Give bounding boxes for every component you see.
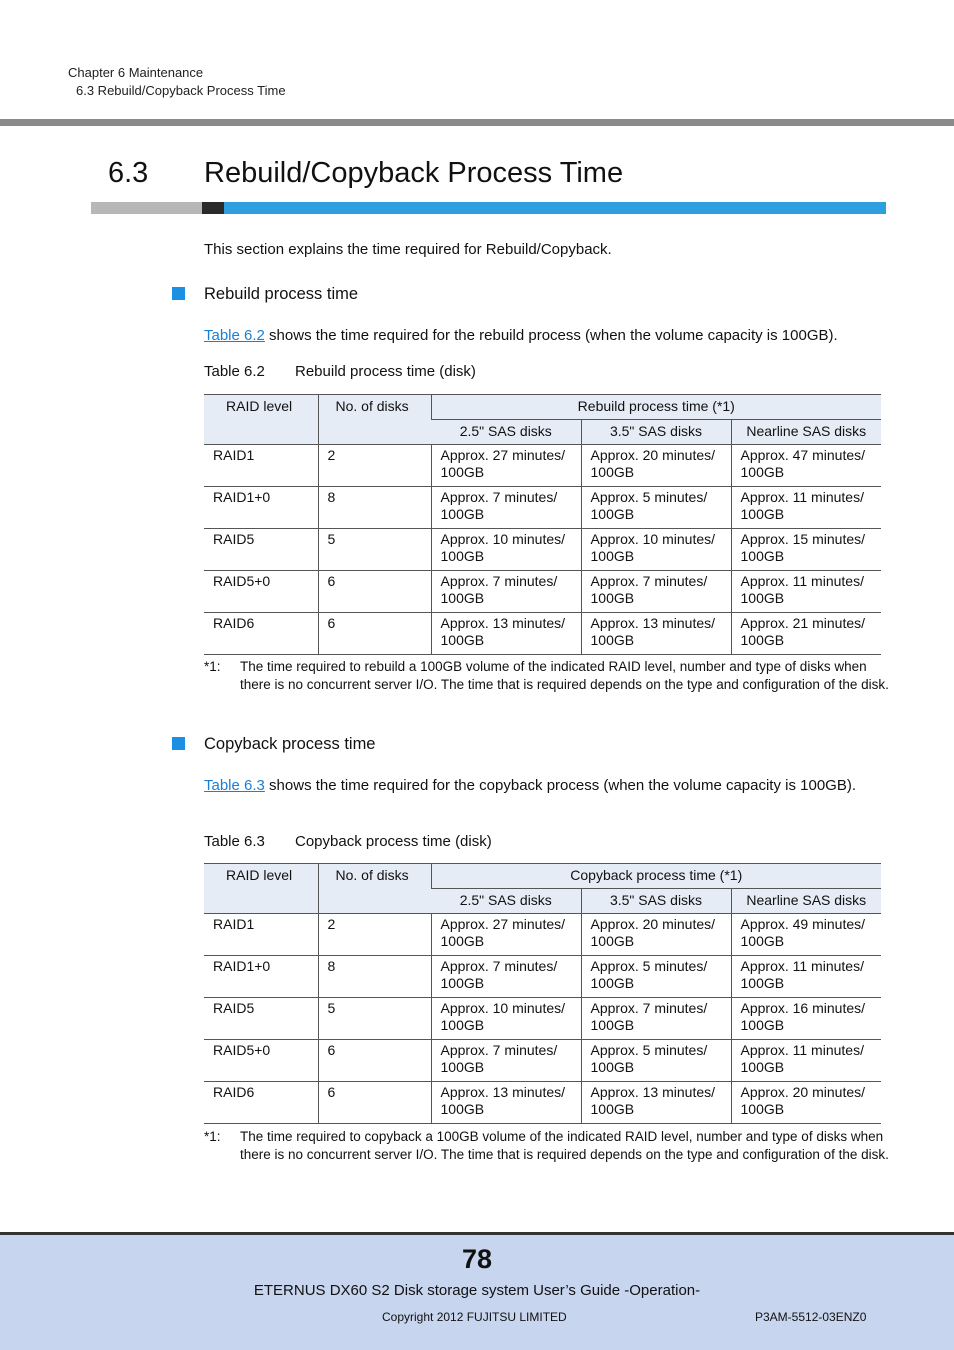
section-title: Rebuild/Copyback Process Time [204, 157, 624, 189]
copyback-paragraph-text: shows the time required for the copyback process (when the volume capacity is 100GB). [264, 777, 857, 794]
table-row [204, 914, 881, 956]
table-cell: RAID5 [204, 529, 318, 571]
table-row [204, 613, 881, 655]
caption-label: Table 6.3 [204, 833, 265, 850]
header-35-sas: 3.5" SAS disks [581, 420, 731, 445]
copyback-heading [172, 735, 376, 754]
document-code: P3AM-5512-03ENZ0 [755, 1310, 867, 1324]
table-6-3-link[interactable]: Table 6.3 [204, 777, 265, 794]
header-nearline-sas: Nearline SAS disks [731, 420, 881, 445]
table-cell: Approx. 10 minutes/ 100GB [581, 529, 731, 571]
table-row [204, 571, 881, 613]
table-cell: Approx. 7 minutes/ 100GB [431, 571, 581, 613]
table-cell: RAID6 [204, 613, 318, 655]
guide-title: ETERNUS DX60 S2 Disk storage system User’s Guide -Operation- [253, 1282, 701, 1299]
intro-text: This section explains the time required for Rebuild/Copyback. [204, 241, 612, 258]
table-cell: Approx. 13 minutes/ 100GB [581, 613, 731, 655]
rebuild-heading-label: Rebuild process time [204, 285, 359, 303]
table-6-2-link[interactable]: Table 6.2 [204, 327, 265, 344]
table-cell: Approx. 7 minutes/ 100GB [581, 571, 731, 613]
table-cell: Approx. 11 minutes/ 100GB [731, 1040, 881, 1082]
footnote-mark: *1: [204, 1129, 221, 1144]
table-cell: 8 [318, 487, 431, 529]
header-copyback-group: Copyback process time (*1) [431, 864, 881, 889]
footnote-mark: *1: [204, 659, 221, 674]
header-rule [0, 119, 954, 126]
table-cell: Approx. 13 minutes/ 100GB [431, 613, 581, 655]
breadcrumb-chapter: Chapter 6 Maintenance [68, 65, 204, 80]
header-25-sas: 2.5" SAS disks [431, 420, 581, 445]
square-bullet-icon [172, 737, 185, 750]
copyback-paragraph [204, 776, 894, 795]
table-cell: Approx. 7 minutes/ 100GB [581, 998, 731, 1040]
copyback-time-table [204, 863, 881, 1124]
table-row [204, 998, 881, 1040]
table-row [204, 956, 881, 998]
square-bullet-icon [172, 287, 185, 300]
table-cell: Approx. 16 minutes/ 100GB [731, 998, 881, 1040]
table-cell: RAID6 [204, 1082, 318, 1124]
footnote-text: The time required to copyback a 100GB volume of the indicated RAID level, number and type of disks when there is no concurrent server I/O. The time that is required depends on the type and configuration of the disk. [240, 1129, 889, 1162]
page-title [108, 157, 623, 190]
table-cell: Approx. 5 minutes/ 100GB [581, 956, 731, 998]
table-cell: RAID1+0 [204, 956, 318, 998]
copyback-table-caption [204, 833, 492, 850]
title-underline-bar [91, 202, 886, 214]
header-rebuild-group: Rebuild process time (*1) [431, 395, 881, 420]
table-cell: Approx. 27 minutes/ 100GB [431, 445, 581, 487]
page-number: 78 [461, 1244, 493, 1274]
table-cell: Approx. 15 minutes/ 100GB [731, 529, 881, 571]
table-cell: Approx. 13 minutes/ 100GB [581, 1082, 731, 1124]
table-cell: Approx. 7 minutes/ 100GB [431, 487, 581, 529]
breadcrumb-section: 6.3 Rebuild/Copyback Process Time [76, 83, 286, 98]
table-cell: Approx. 7 minutes/ 100GB [431, 1040, 581, 1082]
table-row [204, 1082, 881, 1124]
caption-label: Table 6.2 [204, 363, 265, 380]
section-number: 6.3 [108, 157, 149, 189]
rebuild-table-caption [204, 363, 476, 380]
header-num-disks: No. of disks [318, 864, 431, 914]
table-cell: 5 [318, 998, 431, 1040]
header-num-disks: No. of disks [318, 395, 431, 445]
rebuild-footnote [204, 658, 894, 693]
table-cell: 2 [318, 914, 431, 956]
table-cell: Approx. 20 minutes/ 100GB [581, 445, 731, 487]
rebuild-paragraph-text: shows the time required for the rebuild process (when the volume capacity is 100GB). [264, 327, 838, 344]
table-cell: 6 [318, 1082, 431, 1124]
table-cell: 6 [318, 613, 431, 655]
table-cell: RAID5+0 [204, 571, 318, 613]
table-cell: 6 [318, 571, 431, 613]
table-cell: RAID5+0 [204, 1040, 318, 1082]
table-cell: Approx. 10 minutes/ 100GB [431, 529, 581, 571]
table-cell: Approx. 13 minutes/ 100GB [431, 1082, 581, 1124]
table-cell: Approx. 21 minutes/ 100GB [731, 613, 881, 655]
table-cell: Approx. 5 minutes/ 100GB [581, 487, 731, 529]
table-cell: Approx. 27 minutes/ 100GB [431, 914, 581, 956]
table-row [204, 529, 881, 571]
table-cell: Approx. 47 minutes/ 100GB [731, 445, 881, 487]
table-cell: Approx. 11 minutes/ 100GB [731, 956, 881, 998]
table-row [204, 1040, 881, 1082]
table-cell: Approx. 11 minutes/ 100GB [731, 571, 881, 613]
rebuild-paragraph [204, 326, 894, 345]
copyright: Copyright 2012 FUJITSU LIMITED [382, 1310, 567, 1324]
copyback-footnote [204, 1128, 894, 1163]
table-cell: Approx. 20 minutes/ 100GB [731, 1082, 881, 1124]
table-row [204, 445, 881, 487]
header-35-sas: 3.5" SAS disks [581, 889, 731, 914]
header-nearline-sas: Nearline SAS disks [731, 889, 881, 914]
table-cell: Approx. 7 minutes/ 100GB [431, 956, 581, 998]
table-cell: RAID1 [204, 914, 318, 956]
table-cell: Approx. 11 minutes/ 100GB [731, 487, 881, 529]
caption-title: Rebuild process time (disk) [295, 363, 476, 380]
table-cell: 2 [318, 445, 431, 487]
footnote-text: The time required to rebuild a 100GB volume of the indicated RAID level, number and type of disks when there is no concurrent server I/O. The time that is required depends on the type and configuration of the disk. [240, 659, 889, 692]
table-cell: Approx. 20 minutes/ 100GB [581, 914, 731, 956]
breadcrumb [68, 64, 286, 100]
copyback-heading-label: Copyback process time [204, 735, 376, 753]
table-cell: 5 [318, 529, 431, 571]
header-25-sas: 2.5" SAS disks [431, 889, 581, 914]
rebuild-heading [172, 285, 358, 304]
table-cell: Approx. 5 minutes/ 100GB [581, 1040, 731, 1082]
table-row [204, 487, 881, 529]
table-cell: RAID1+0 [204, 487, 318, 529]
table-cell: Approx. 10 minutes/ 100GB [431, 998, 581, 1040]
table-cell: 6 [318, 1040, 431, 1082]
table-cell: RAID1 [204, 445, 318, 487]
table-cell: 8 [318, 956, 431, 998]
footer-rule [0, 1232, 954, 1235]
caption-title: Copyback process time (disk) [295, 833, 492, 850]
table-cell: RAID5 [204, 998, 318, 1040]
header-raid-level: RAID level [204, 864, 318, 914]
header-raid-level: RAID level [204, 395, 318, 445]
table-cell: Approx. 49 minutes/ 100GB [731, 914, 881, 956]
rebuild-time-table [204, 394, 881, 655]
